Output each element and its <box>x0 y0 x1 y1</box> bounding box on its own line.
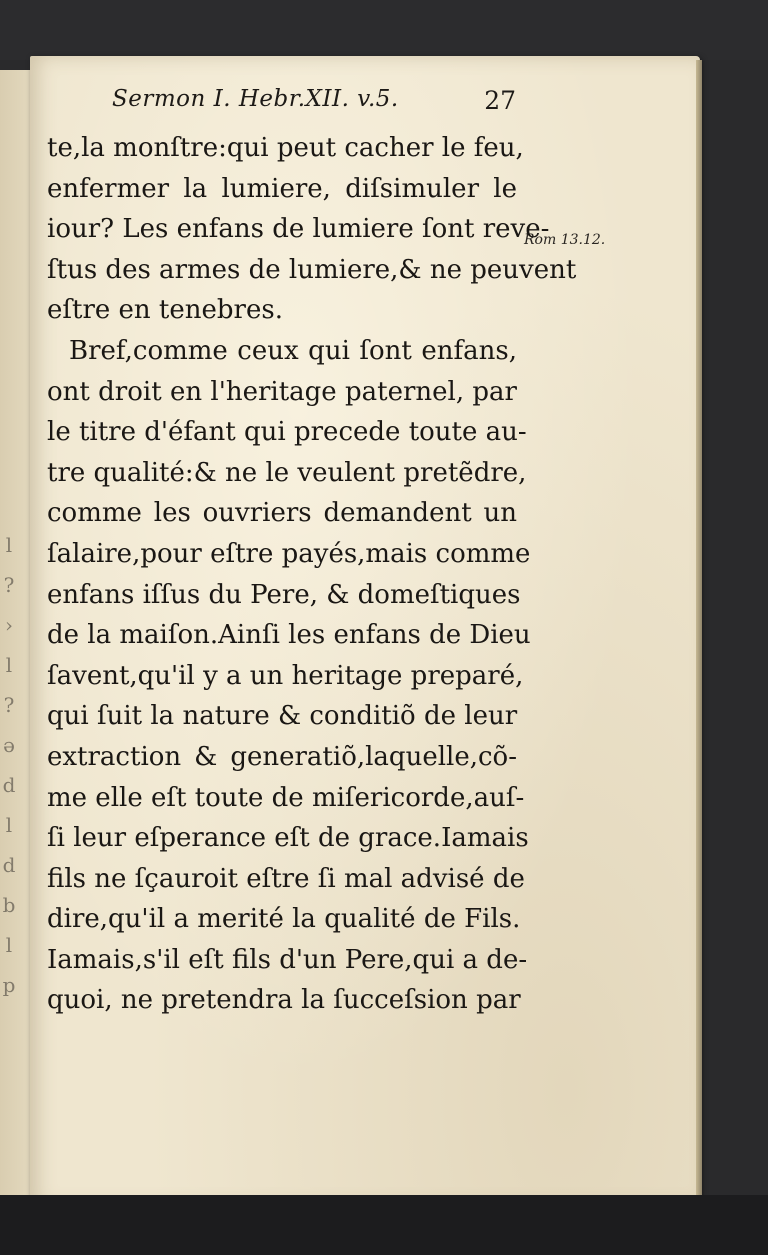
page-number: 27 <box>484 86 516 115</box>
running-head-title: Sermon I. Hebr.XII. v.5. <box>112 86 399 112</box>
running-head <box>112 82 522 122</box>
bleed-mark: ? <box>3 573 15 597</box>
bleed-mark: l <box>5 933 13 957</box>
bleed-mark: b <box>2 893 16 917</box>
bleed-mark: l <box>5 533 13 557</box>
text-line: me elle eſt toute de miſericorde,auſ- <box>47 782 525 813</box>
bleed-through-marks <box>0 525 18 1085</box>
text-line: Bref,comme ceux qui ſont enfans, <box>69 335 517 366</box>
text-line: ont droit en l'heritage paternel, par <box>47 376 517 407</box>
marginal-reference: Rom 13.12. <box>524 232 606 248</box>
scan-backdrop-top <box>0 0 768 60</box>
page-fore-edge <box>696 60 702 1200</box>
text-line: extraction & generatiõ,laquelle,cõ- <box>47 741 517 772</box>
bleed-mark: › <box>5 613 13 637</box>
text-line: enfans iſſus du Pere, & domeſtiques <box>47 579 521 610</box>
text-line: ſalaire,pour eſtre payés,mais comme <box>47 538 531 569</box>
bleed-mark: p <box>2 973 16 997</box>
text-line: ſtus des armes de lumiere,& ne peuvent <box>47 254 577 285</box>
text-line: eſtre en tenebres. <box>47 295 283 326</box>
bleed-mark: ? <box>3 693 15 717</box>
text-line: iour? Les enfans de lumiere ſont reve- <box>47 214 550 245</box>
bleed-mark: d <box>2 773 16 797</box>
bleed-mark: l <box>5 813 13 837</box>
scan-backdrop-bottom <box>0 1195 768 1255</box>
text-line: fils ne ſçauroit eſtre ſi mal advisé de <box>47 863 525 894</box>
bleed-mark: d <box>2 853 16 877</box>
text-line: ſavent,qu'il y a un heritage preparé, <box>47 660 524 691</box>
bleed-mark: ə <box>3 733 15 757</box>
text-line: de la maiſon.Ainſi les enfans de Dieu <box>47 620 531 651</box>
text-line: ſi leur eſperance eſt de grace.Iamais <box>47 823 529 854</box>
text-line: tre qualité:& ne le veulent pretẽdre, <box>47 457 527 488</box>
bleed-mark: l <box>5 653 13 677</box>
text-line: qui ſuit la nature & conditiõ de leur <box>47 701 518 732</box>
text-line: comme les ouvriers demandent un <box>47 498 517 529</box>
text-line: le titre d'éfant qui precede toute au- <box>47 417 527 448</box>
text-line: Iamais,s'il eſt fils d'un Pere,qui a de- <box>47 944 528 975</box>
text-line: quoi, ne pretendra la ſucceſsion par <box>47 985 521 1016</box>
text-line: enfermer la lumiere, diſsimuler le <box>47 173 517 204</box>
text-line: te,la monſtre:qui peut cacher le feu, <box>47 133 524 163</box>
text-line: dire,qu'il a merité la qualité de Fils. <box>47 904 521 935</box>
